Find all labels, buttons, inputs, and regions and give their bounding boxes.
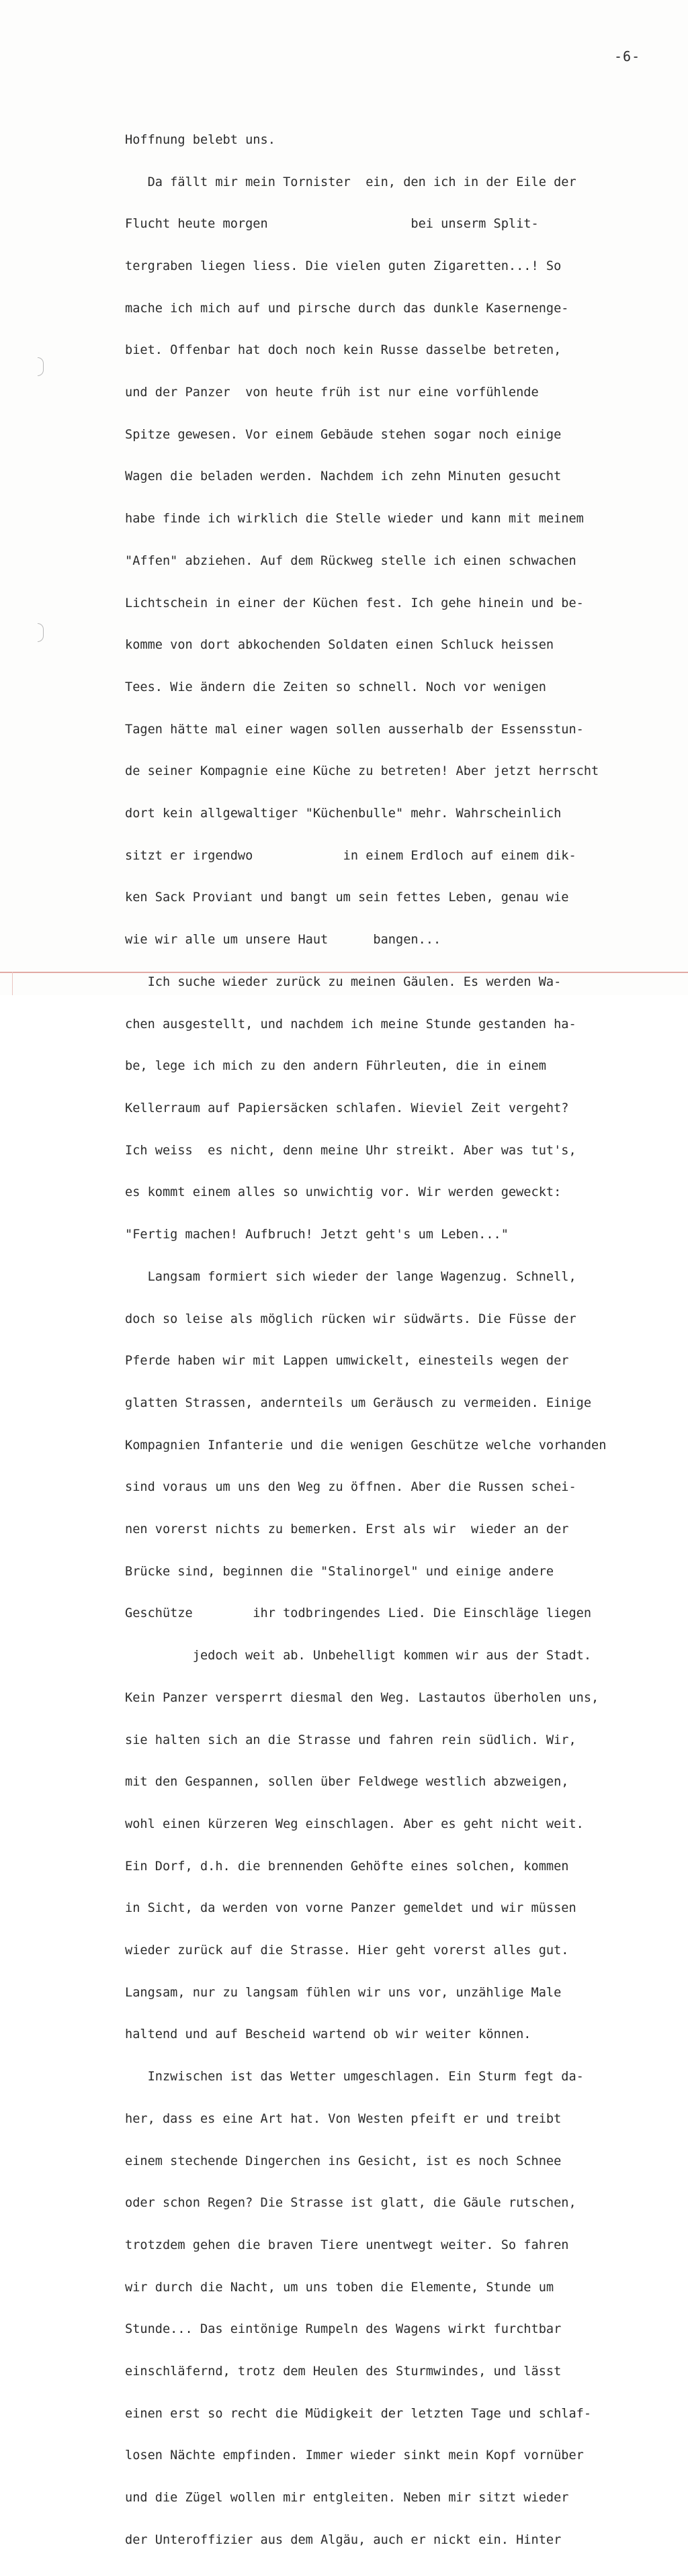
- text-line: trotzdem gehen die braven Tiere unentwegt weiter. So fahren: [125, 2238, 569, 2252]
- text-line: losen Nächte empfinden. Immer wieder sinkt mein Kopf vornüber: [125, 2448, 584, 2463]
- text-line: Lichtschein in einer der Küchen fest. Ich gehe hinein und be-: [125, 596, 584, 610]
- text-line: wir durch die Nacht, um uns toben die Elemente, Stunde um: [125, 2280, 554, 2295]
- text-line: mit den Gespannen, sollen über Feldwege westlich abzweigen,: [125, 1775, 569, 1790]
- text-line: Inzwischen ist das Wetter umgeschlagen. Ein Sturm fegt da-: [125, 2070, 584, 2084]
- text-line: es kommt einem alles so unwichtig vor. Wir werden geweckt:: [125, 1185, 562, 1200]
- text-line: und die Zügel wollen mir entgleiten. Neben mir sitzt wieder: [125, 2491, 569, 2505]
- text-line: Brücke sind, beginnen die "Stalinorgel" und einige andere: [125, 1564, 554, 1579]
- text-line: Flucht heute morgen bei unserm Split-: [125, 217, 539, 232]
- text-line: Kein Panzer versperrt diesmal den Weg. Lastautos überholen uns,: [125, 1690, 599, 1705]
- text-line: Tees. Wie ändern die Zeiten so schnell. Noch vor wenigen: [125, 680, 546, 694]
- text-line: sitzt er irgendwo in einem Erdloch auf einem dik-: [125, 848, 576, 863]
- text-line: nen vorerst nichts zu bemerken. Erst als wir wieder an der: [125, 1522, 569, 1537]
- text-line: einem stechende Dingerchen ins Gesicht, ist es noch Schnee: [125, 2154, 562, 2168]
- text-line: jedoch weit ab. Unbehelligt kommen wir aus der Stadt.: [125, 1649, 592, 1663]
- text-line: wie wir alle um unsere Haut bangen...: [125, 933, 441, 948]
- text-line: Kellerraum auf Papiersäcken schlafen. Wieviel Zeit vergeht?: [125, 1101, 569, 1115]
- text-line: Hoffnung belebt uns.: [125, 132, 275, 147]
- punch-hole-mark: [38, 357, 44, 376]
- text-line: be, lege ich mich zu den andern Führleuten, die in einem: [125, 1059, 546, 1074]
- text-line: Stunde... Das eintönige Rumpeln des Wagens wirkt furchtbar: [125, 2322, 562, 2337]
- page-number: -6-: [614, 48, 641, 64]
- text-line: oder schon Regen? Die Strasse ist glatt, die Gäule rutschen,: [125, 2196, 576, 2211]
- text-line: der Unteroffizier aus dem Algäu, auch er nickt ein. Hinter: [125, 2532, 562, 2547]
- text-line: de seiner Kompagnie eine Küche zu betreten! Aber jetzt herrscht: [125, 764, 599, 779]
- text-line: "Affen" abziehen. Auf dem Rückweg stelle ich einen schwachen: [125, 553, 576, 568]
- text-line: Spitze gewesen. Vor einem Gebäude stehen sogar noch einige: [125, 427, 562, 442]
- text-line: einen erst so recht die Müdigkeit der letzten Tage und schlaf-: [125, 2406, 592, 2421]
- text-line: Pferde haben wir mit Lappen umwickelt, einesteils wegen der: [125, 1354, 569, 1369]
- text-line: Da fällt mir mein Tornister ein, den ich in der Eile der: [125, 175, 576, 189]
- text-line: Tagen hätte mal einer wagen sollen ausserhalb der Essensstun-: [125, 722, 584, 737]
- text-line: Kompagnien Infanterie und die wenigen Geschütze welche vorhanden: [125, 1438, 607, 1453]
- text-line: mache ich mich auf und pirsche durch das dunkle Kasernenge-: [125, 301, 569, 316]
- text-line: dort kein allgewaltiger "Küchenbulle" mehr. Wahrscheinlich: [125, 807, 562, 821]
- text-line: tergraben liegen liess. Die vielen guten Zigaretten...! So: [125, 259, 562, 273]
- text-line: und der Panzer von heute früh ist nur eine vorfühlende: [125, 385, 539, 400]
- scan-edge-line: [0, 972, 688, 973]
- text-line: her, dass es eine Art hat. Von Westen pfeift er und treibt: [125, 2111, 562, 2126]
- text-line: habe finde ich wirklich die Stelle wieder und kann mit meinem: [125, 512, 584, 526]
- text-line: doch so leise als möglich rücken wir südwärts. Die Füsse der: [125, 1312, 576, 1326]
- typewritten-body: [125, 105, 662, 2576]
- text-line: Langsam formiert sich wieder der lange Wagenzug. Schnell,: [125, 1269, 576, 1284]
- punch-hole-mark: [38, 623, 44, 642]
- text-line: einschläfernd, trotz dem Heulen des Sturmwindes, und lässt: [125, 2364, 562, 2379]
- text-line: biet. Offenbar hat doch noch kein Russe dasselbe betreten,: [125, 343, 562, 358]
- text-line: Ich weiss es nicht, denn meine Uhr streikt. Aber was tut's,: [125, 1143, 576, 1158]
- text-line: haltend und auf Bescheid wartend ob wir weiter können.: [125, 2027, 531, 2042]
- text-line: sind voraus um uns den Weg zu öffnen. Aber die Russen schei-: [125, 1480, 576, 1495]
- text-line: ken Sack Proviant und bangt um sein fettes Leben, genau wie: [125, 890, 569, 905]
- text-line: Langsam, nur zu langsam fühlen wir uns vor, unzählige Male: [125, 1985, 562, 2000]
- text-line: in Sicht, da werden von vorne Panzer gemeldet und wir müssen: [125, 1901, 576, 1916]
- text-line: Geschütze ihr todbringendes Lied. Die Einschläge liegen: [125, 1606, 592, 1621]
- text-line: "Fertig machen! Aufbruch! Jetzt geht's um Leben...": [125, 1228, 509, 1242]
- text-line: komme von dort abkochenden Soldaten einen Schluck heissen: [125, 638, 554, 653]
- text-line: wohl einen kürzeren Weg einschlagen. Aber es geht nicht weit.: [125, 1816, 584, 1831]
- text-line: Ich suche wieder zurück zu meinen Gäulen. Es werden Wa-: [125, 974, 562, 989]
- text-line: sie halten sich an die Strasse und fahren rein südlich. Wir,: [125, 1733, 576, 1747]
- text-line: wieder zurück auf die Strasse. Hier geht vorerst alles gut.: [125, 1943, 569, 1958]
- text-line: Wagen die beladen werden. Nachdem ich zehn Minuten gesucht: [125, 469, 562, 484]
- scan-margin-line: [12, 972, 13, 995]
- text-line: chen ausgestellt, und nachdem ich meine Stunde gestanden ha-: [125, 1017, 576, 1031]
- text-line: glatten Strassen, andernteils um Geräusch zu vermeiden. Einige: [125, 1395, 592, 1410]
- text-line: Ein Dorf, d.h. die brennenden Gehöfte eines solchen, kommen: [125, 1859, 569, 1874]
